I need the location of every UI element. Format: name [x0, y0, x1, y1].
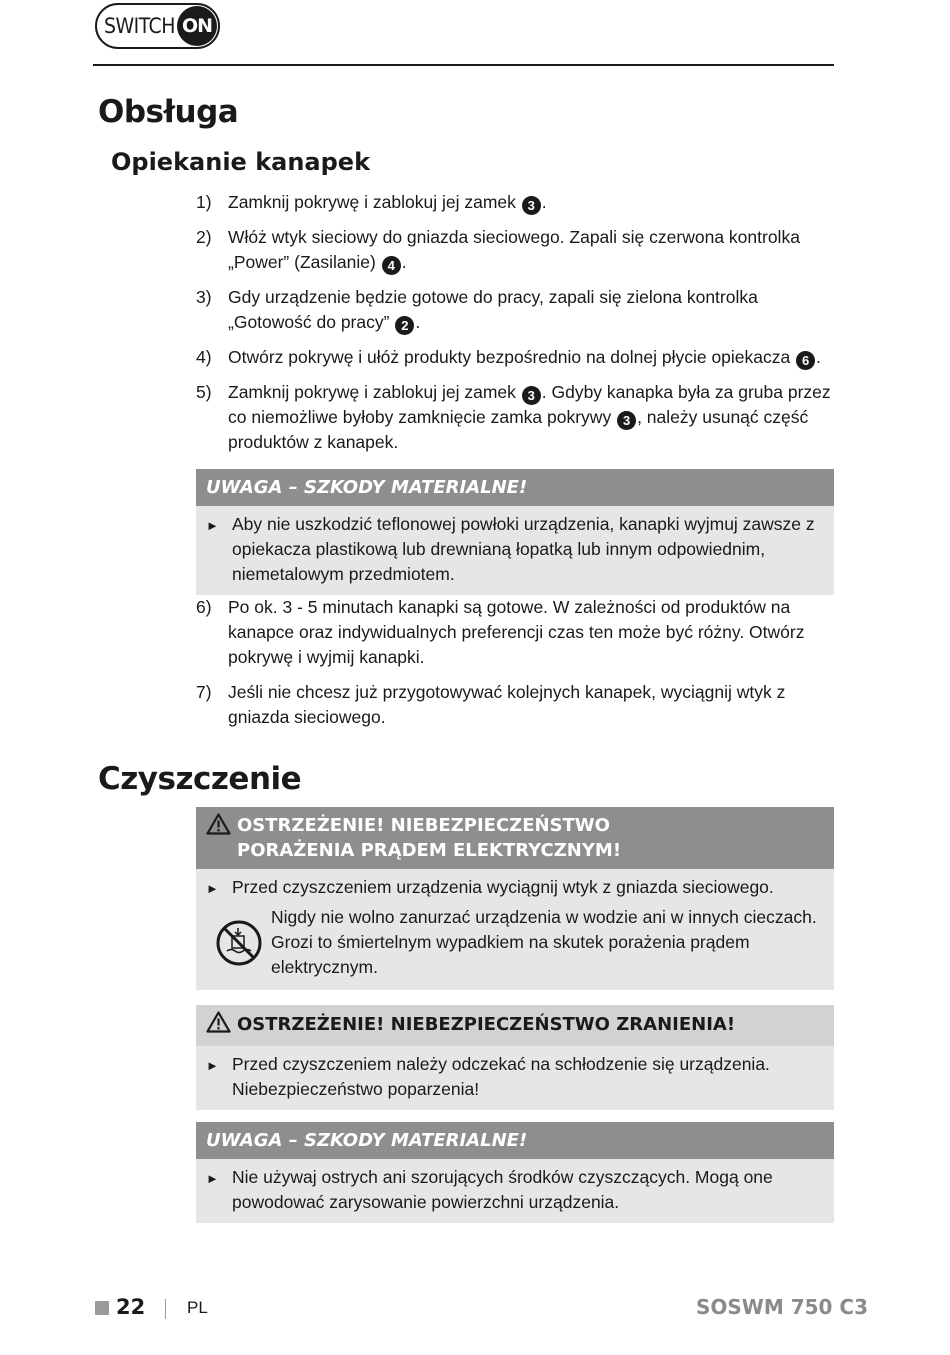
language-code: PL: [187, 1298, 208, 1317]
page-number: 22: [116, 1295, 146, 1319]
part-number-badge: 4: [382, 256, 401, 275]
section-title-czyszczenie: Czyszczenie: [98, 761, 302, 797]
warning-heading-line2: PORAŻENIA PRĄDEM ELEKTRYCZNYM!: [237, 840, 622, 861]
steps-list-a: [196, 190, 836, 465]
step-number: 3): [196, 287, 212, 307]
warning-heading-line1: OSTRZEŻENIE! NIEBEZPIECZEŃSTWO: [237, 815, 610, 836]
bullet-item: [206, 512, 824, 587]
step-item: [196, 190, 836, 215]
step-number: 2): [196, 227, 212, 247]
no-immersion-row: [206, 905, 824, 980]
right-pointer-icon: ►: [206, 518, 219, 533]
part-number-badge: 2: [395, 316, 414, 335]
bullet-text: Przed czyszczeniem należy odczekać na schłodzenie się urządzenia. Niebezpieczeństwo poparzenia!: [232, 1054, 770, 1099]
notice-material-damage-2: [196, 1122, 834, 1223]
warning-electric-shock: [196, 807, 834, 990]
step-number: 5): [196, 382, 212, 402]
step-number: 1): [196, 192, 212, 212]
part-number-badge: 3: [522, 196, 541, 215]
warning-triangle-icon: [206, 1011, 231, 1040]
step-text: Włóż wtyk sieciowy do gniazda sieciowego. Zapali się czerwona kontrolka „Power” (Zasilanie) 4 .: [228, 227, 800, 273]
no-immersion-text: Nigdy nie wolno zanurzać urządzenia w wodzie ani w innych cieczach. Grozi to śmiertelnym wypadkiem na skutek porażenia prądem elektrycznym.: [271, 907, 817, 977]
warning-heading-text: OSTRZEŻENIE! NIEBEZPIECZEŃSTWO ZRANIENIA!: [237, 1014, 736, 1035]
warning-heading: [196, 807, 834, 869]
model-name: SOSWM 750 C3: [695, 1295, 868, 1319]
part-number-badge: 3: [522, 386, 541, 405]
bullet-item: [206, 875, 824, 901]
step-text: Jeśli nie chcesz już przygotowywać kolejnych kanapek, wyciągnij wtyk z gniazda sieciowego.: [228, 682, 786, 727]
part-number-badge: 3: [617, 411, 636, 430]
warning-triangle-icon: [206, 813, 231, 842]
part-number-badge: 6: [796, 351, 815, 370]
warning-heading: [196, 1005, 834, 1046]
step-text: Otwórz pokrywę i ułóż produkty bezpośrednio na dolnej płycie opiekacza 6 .: [228, 347, 821, 368]
step-item: [196, 345, 836, 370]
step-item: [196, 380, 836, 455]
no-immersion-icon: [206, 905, 271, 980]
bullet-text: Przed czyszczeniem urządzenia wyciągnij wtyk z gniazda sieciowego.: [232, 877, 774, 897]
warning-injury: [196, 1005, 834, 1110]
step-text: Gdy urządzenie będzie gotowe do pracy, zapali się zielona kontrolka „Gotowość do pracy” 2 .: [228, 287, 758, 333]
step-number: 4): [196, 347, 212, 367]
section-title-obsluga: Obsługa: [98, 94, 239, 130]
logo-text: SWITCH: [104, 14, 175, 38]
step-text: Zamknij pokrywę i zablokuj jej zamek 3 . Gdyby kanapka była za gruba przez co niemożliwe byłoby zamknięcie zamka pokrywy 3 , należy usunąć część produktów z kanapek.: [228, 382, 831, 452]
bullet-text: Nie używaj ostrych ani szorujących środków czyszczących. Mogą one powodować zarysowanie powierzchni urządzenia.: [232, 1167, 773, 1212]
header-rule: [93, 64, 834, 66]
subsection-title-opiekanie: Opiekanie kanapek: [111, 148, 371, 176]
step-item: [196, 595, 836, 670]
notice-material-damage-1: [196, 469, 834, 595]
notice-heading: UWAGA – SZKODY MATERIALNE!: [196, 469, 834, 506]
step-item: [196, 680, 836, 730]
bullet-item: [206, 1052, 824, 1102]
switch-on-logo: [95, 3, 220, 49]
step-item: [196, 225, 836, 275]
step-text: Zamknij pokrywę i zablokuj jej zamek 3 .: [228, 192, 547, 213]
step-item: [196, 285, 836, 335]
right-pointer-icon: ►: [206, 1171, 219, 1186]
bullet-item: [206, 1165, 824, 1215]
right-pointer-icon: ►: [206, 1058, 219, 1073]
notice-heading: UWAGA – SZKODY MATERIALNE!: [196, 1122, 834, 1159]
step-number: 6): [196, 597, 212, 617]
step-number: 7): [196, 682, 212, 702]
right-pointer-icon: ►: [206, 881, 219, 896]
power-on-icon: ON: [177, 6, 217, 46]
steps-list-b: [196, 595, 836, 740]
bullet-text: Aby nie uszkodzić teflonowej powłoki urządzenia, kanapki wyjmuj zawsze z opiekacza plastikową lub drewnianą łopatką lub innym odpowiednim, niemetalowym przedmiotem.: [232, 514, 815, 584]
step-text: Po ok. 3 - 5 minutach kanapki są gotowe. W zależności od produktów na kanapce oraz indywidualnych preferencji czas ten może być różny. Otwórz pokrywę i wyjmij kanapki.: [228, 597, 805, 667]
footer-divider: [165, 1299, 166, 1319]
footer-square-marker: [95, 1301, 109, 1315]
